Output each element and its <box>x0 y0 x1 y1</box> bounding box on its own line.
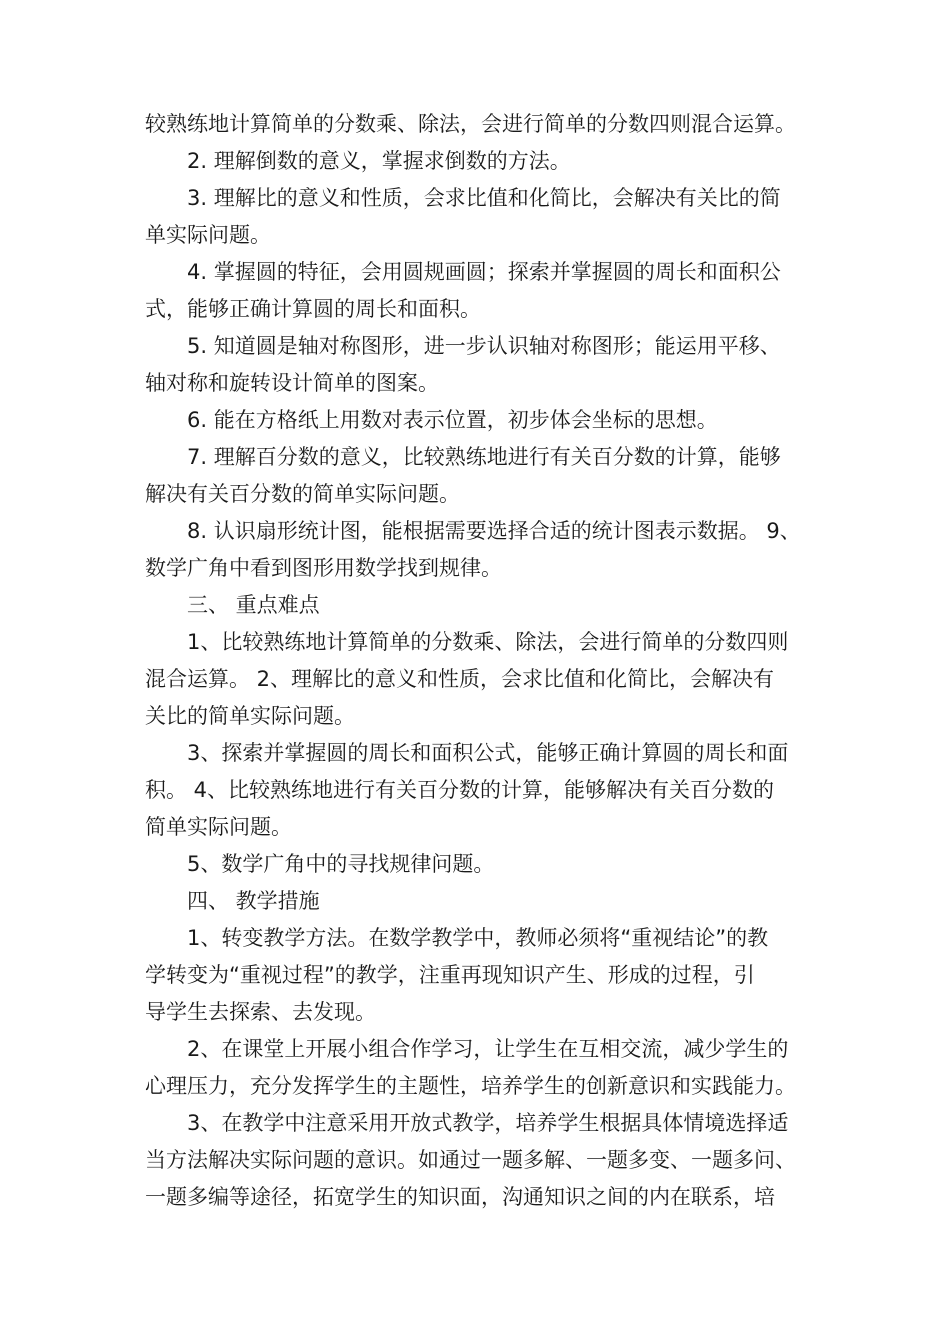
text-line: 三、 重点难点 <box>187 593 320 617</box>
text-line: 2. 理解倒数的意义，掌握求倒数的方法。 <box>187 149 571 173</box>
text-line: 当方法解决实际问题的意识。如通过一题多解、一题多变、一题多问、 <box>145 1148 796 1172</box>
text-line: 心理压力，充分发挥学生的主题性，培养学生的创新意识和实践能力。 <box>145 1074 796 1098</box>
text-line: 一题多编等途径，拓宽学生的知识面，沟通知识之间的内在联系，培 <box>145 1185 775 1209</box>
text-line: 7. 理解百分数的意义，比较熟练地进行有关百分数的计算，能够 <box>187 445 781 469</box>
text-line: 单实际问题。 <box>145 223 271 247</box>
text-line: 四、 教学措施 <box>187 889 320 913</box>
text-line: 简单实际问题。 <box>145 815 292 839</box>
text-line: 解决有关百分数的简单实际问题。 <box>145 482 460 506</box>
text-line: 1、比较熟练地计算简单的分数乘、除法，会进行简单的分数四则 <box>187 630 789 654</box>
text-line: 3. 理解比的意义和性质，会求比值和化简比，会解决有关比的简 <box>187 186 781 210</box>
text-line: 5. 知道圆是轴对称图形，进一步认识轴对称图形；能运用平移、 <box>187 334 781 358</box>
text-line: 较熟练地计算简单的分数乘、除法，会进行简单的分数四则混合运算。 <box>145 112 796 136</box>
text-line: 式，能够正确计算圆的周长和面积。 <box>145 297 481 321</box>
text-line: 学转变为“重视过程”的教学，注重再现知识产生、形成的过程，引 <box>145 963 755 987</box>
text-line: 5、数学广角中的寻找规律问题。 <box>187 852 495 876</box>
text-line: 积。 4、比较熟练地进行有关百分数的计算，能够解决有关百分数的 <box>145 778 775 802</box>
text-line: 数学广角中看到图形用数学找到规律。 <box>145 556 502 580</box>
text-line: 4. 掌握圆的特征，会用圆规画圆；探索并掌握圆的周长和面积公 <box>187 260 781 284</box>
text-line: 导学生去探索、去发现。 <box>145 1000 376 1024</box>
text-line: 6. 能在方格纸上用数对表示位置，初步体会坐标的思想。 <box>187 408 718 432</box>
text-line: 8. 认识扇形统计图，能根据需要选择合适的统计图表示数据。 9、 <box>187 519 801 543</box>
text-line: 轴对称和旋转设计简单的图案。 <box>145 371 439 395</box>
text-line: 1、转变教学方法。在数学教学中，教师必须将“重视结论”的教 <box>187 926 769 950</box>
document-body <box>145 106 815 1216</box>
text-line: 3、在教学中注意采用开放式教学，培养学生根据具体情境选择适 <box>187 1111 789 1135</box>
text-line: 关比的简单实际问题。 <box>145 704 355 728</box>
text-line: 3、探索并掌握圆的周长和面积公式，能够正确计算圆的周长和面 <box>187 741 789 765</box>
text-line: 混合运算。 2、理解比的意义和性质，会求比值和化简比，会解决有 <box>145 667 775 691</box>
text-line: 2、在课堂上开展小组合作学习，让学生在互相交流，减少学生的 <box>187 1037 789 1061</box>
